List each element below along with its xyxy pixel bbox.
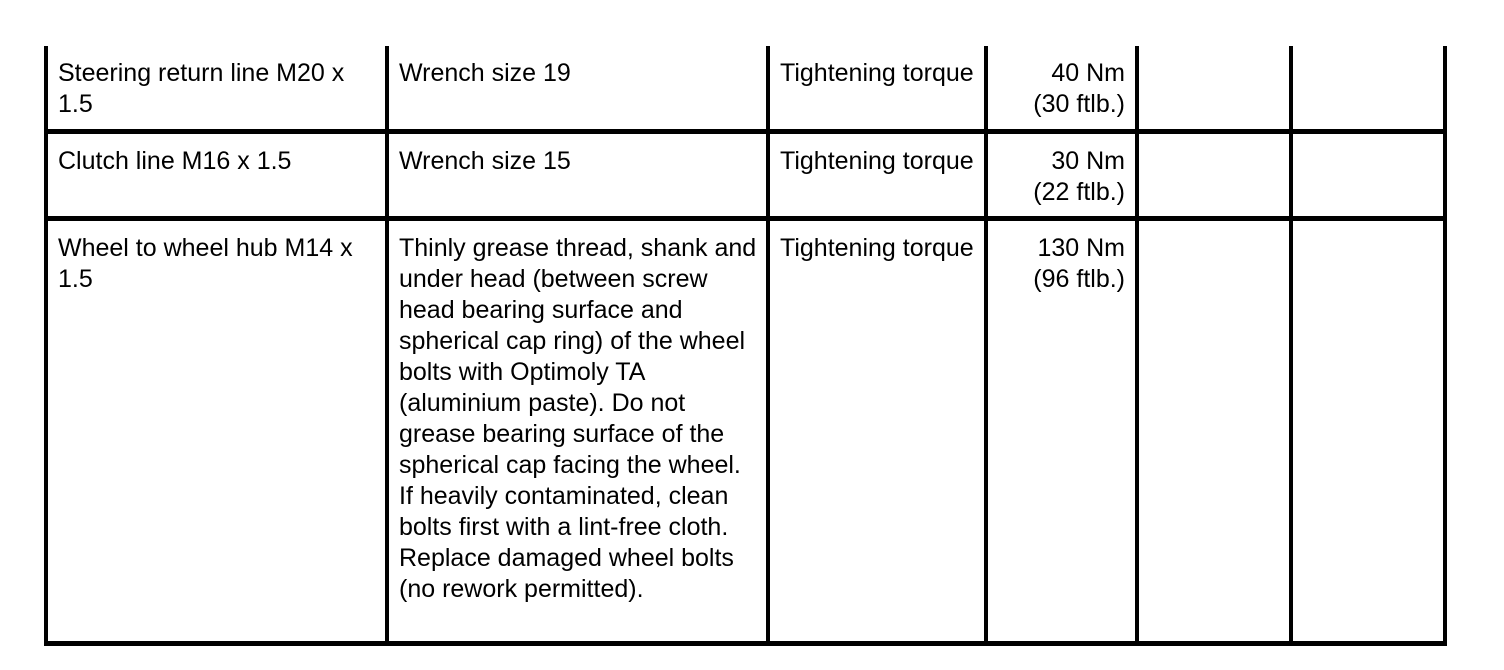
torque-imperial: (30 ftlb.) xyxy=(1033,90,1125,118)
empty-cell xyxy=(1137,219,1291,644)
instruction-cell: Wrench size 19 xyxy=(387,46,768,132)
table-row xyxy=(46,219,1445,644)
torque-imperial: (96 ftlb.) xyxy=(1033,265,1125,293)
spec-type-cell: Tightening torque xyxy=(768,219,986,644)
instruction-cell: Wrench size 15 xyxy=(387,132,768,219)
torque-value-cell xyxy=(986,219,1137,644)
component-cell: Steering return line M20 x 1.5 xyxy=(46,46,387,132)
torque-value-cell xyxy=(986,46,1137,132)
instruction-cell: Thinly grease thread, shank and under head (between screw head bearing surface and spherical cap ring) of the wheel bolts with Optimoly TA (aluminium paste). Do not grease bearing surface of the spherical cap facing the wheel. If heavily contaminated, clean bolts first with a lint-free cloth. Replace damaged wheel bolts (no rework permitted). xyxy=(387,219,768,644)
torque-metric: 130 Nm xyxy=(1037,234,1125,262)
torque-spec-table xyxy=(44,46,1447,646)
spec-type-cell: Tightening torque xyxy=(768,132,986,219)
torque-value-cell xyxy=(986,132,1137,219)
empty-cell xyxy=(1291,132,1445,219)
torque-metric: 30 Nm xyxy=(1051,147,1125,175)
empty-cell xyxy=(1137,132,1291,219)
empty-cell xyxy=(1137,46,1291,132)
table-row xyxy=(46,132,1445,219)
table-row xyxy=(46,46,1445,132)
empty-cell xyxy=(1291,46,1445,132)
component-cell: Clutch line M16 x 1.5 xyxy=(46,132,387,219)
torque-imperial: (22 ftlb.) xyxy=(1033,178,1125,206)
spec-type-cell: Tightening torque xyxy=(768,46,986,132)
torque-metric: 40 Nm xyxy=(1051,59,1125,87)
empty-cell xyxy=(1291,219,1445,644)
component-cell: Wheel to wheel hub M14 x 1.5 xyxy=(46,219,387,644)
